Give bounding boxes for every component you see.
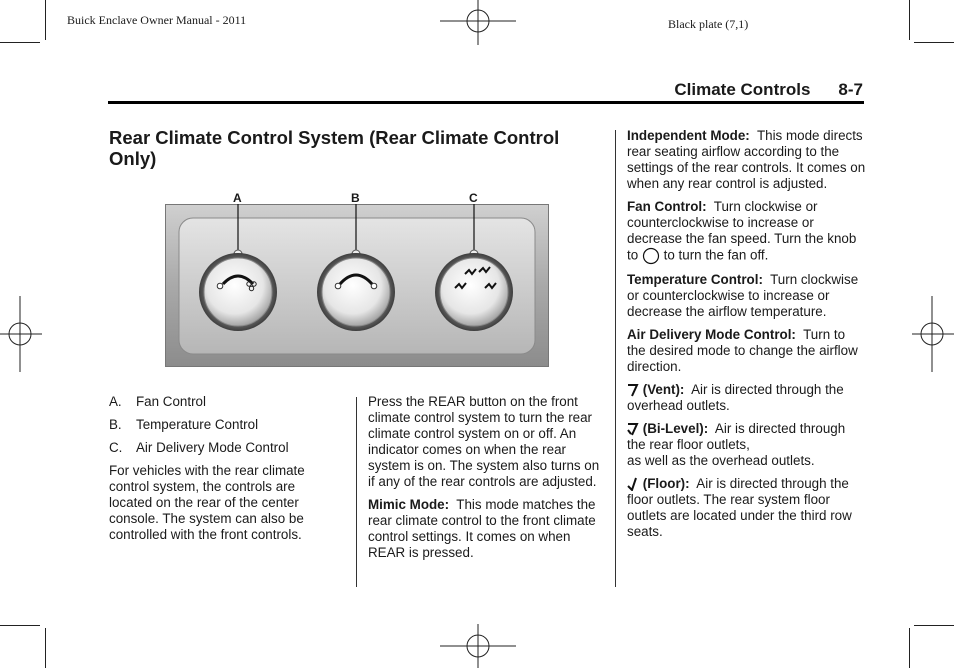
crop-mark — [909, 0, 910, 40]
legend-marker: A. — [109, 394, 122, 409]
bilevel-mode-text-2: as well as the overhead outlets. — [627, 453, 815, 468]
registration-mark-top — [440, 0, 516, 50]
intro-paragraph: For vehicles with the rear climate control system, the controls are located on the rear of the center console. The system can also be controlled with the front controls. — [109, 463, 305, 542]
vent-mode-term: (Vent): — [642, 382, 685, 397]
independent-mode-term: Independent Mode: — [627, 128, 750, 143]
crop-mark — [45, 628, 46, 668]
page-heading: Rear Climate Control System (Rear Climate Control Only) — [109, 127, 560, 169]
legend-item-c — [109, 440, 334, 456]
crop-mark — [909, 628, 910, 668]
floor-mode-term: (Floor): — [642, 476, 690, 491]
legend-text: Air Delivery Mode Control — [136, 440, 289, 455]
rear-button-paragraph: Press the REAR button on the front climate control system to turn the rear climate control system on or off. An indicator comes on when the rear system is on. The system also turns on if any of the rear controls are adjusted. — [368, 394, 600, 489]
mimic-mode-text: This mode matches the rear climate control to the front climate control settings. It comes on when REAR is pressed. — [368, 497, 596, 560]
legend-text: Temperature Control — [136, 417, 259, 432]
manual-title: Buick Enclave Owner Manual - 2011 — [67, 13, 247, 27]
bilevel-mode-text: Air is directed through the rear floor outlets, — [627, 421, 846, 452]
vent-mode-paragraph — [627, 382, 867, 414]
registration-mark-bottom — [440, 620, 516, 668]
rear-climate-panel-illustration — [165, 204, 549, 367]
column-right — [627, 128, 867, 547]
vent-mode-text: Air is directed through the overhead outlets. — [627, 382, 844, 413]
fan-control-paragraph — [627, 199, 867, 265]
floor-mode-icon — [627, 477, 639, 491]
bilevel-mode-term: (Bi-Level): — [642, 421, 709, 436]
independent-mode-paragraph — [627, 128, 867, 192]
air-delivery-term: Air Delivery Mode Control: — [627, 327, 796, 342]
column-divider — [356, 397, 357, 587]
column-left — [109, 394, 334, 550]
figure-label-c: C — [469, 191, 478, 205]
crop-mark — [45, 0, 46, 40]
fan-control-text: Turn clockwise or counterclockwise to increase or decrease the fan speed. Turn the knob to — [627, 199, 857, 263]
registration-mark-right — [912, 296, 954, 372]
figure-label-a: A — [233, 191, 242, 205]
registration-mark-left — [0, 296, 42, 372]
floor-mode-text: Air is directed through the floor outlets. The rear system floor outlets are located under the third row seats. — [627, 476, 852, 539]
legend-text: Fan Control — [136, 394, 206, 409]
legend-marker: C. — [109, 440, 123, 455]
header-rule — [108, 101, 864, 104]
crop-mark — [914, 625, 954, 626]
crop-mark — [0, 42, 40, 43]
mimic-mode-term: Mimic Mode: — [368, 497, 450, 512]
bilevel-mode-icon — [627, 422, 639, 436]
independent-mode-text: This mode directs rear seating airflow according to the settings of the rear controls. It comes on when any rear control is adjusted. — [627, 128, 866, 191]
running-header — [674, 80, 863, 100]
legend-marker: B. — [109, 417, 122, 432]
temperature-control-term: Temperature Control: — [627, 272, 763, 287]
column-middle — [368, 394, 604, 568]
crop-mark — [0, 625, 40, 626]
fan-control-text-end: to turn the fan off. — [663, 247, 769, 263]
air-delivery-paragraph — [627, 327, 867, 375]
figure-label-b: B — [351, 191, 360, 205]
section-name: Climate Controls — [674, 80, 811, 99]
temperature-control-paragraph — [627, 272, 867, 320]
column-divider — [615, 130, 616, 587]
fan-control-term: Fan Control: — [627, 199, 707, 214]
bilevel-mode-paragraph — [627, 421, 867, 469]
mimic-mode-paragraph — [368, 497, 604, 561]
legend-item-b — [109, 417, 334, 433]
vent-mode-icon — [627, 383, 639, 397]
legend-item-a — [109, 394, 334, 410]
temperature-control-text: Turn clockwise or counterclockwise to increase or decrease the airflow temperature. — [627, 272, 859, 319]
plate-label: Black plate (7,1) — [668, 17, 749, 31]
page-number: 8-7 — [838, 80, 863, 99]
fan-off-icon — [642, 247, 660, 265]
floor-mode-paragraph — [627, 476, 867, 540]
crop-mark — [914, 42, 954, 43]
air-delivery-text: Turn to the desired mode to change the airflow direction. — [627, 327, 858, 374]
